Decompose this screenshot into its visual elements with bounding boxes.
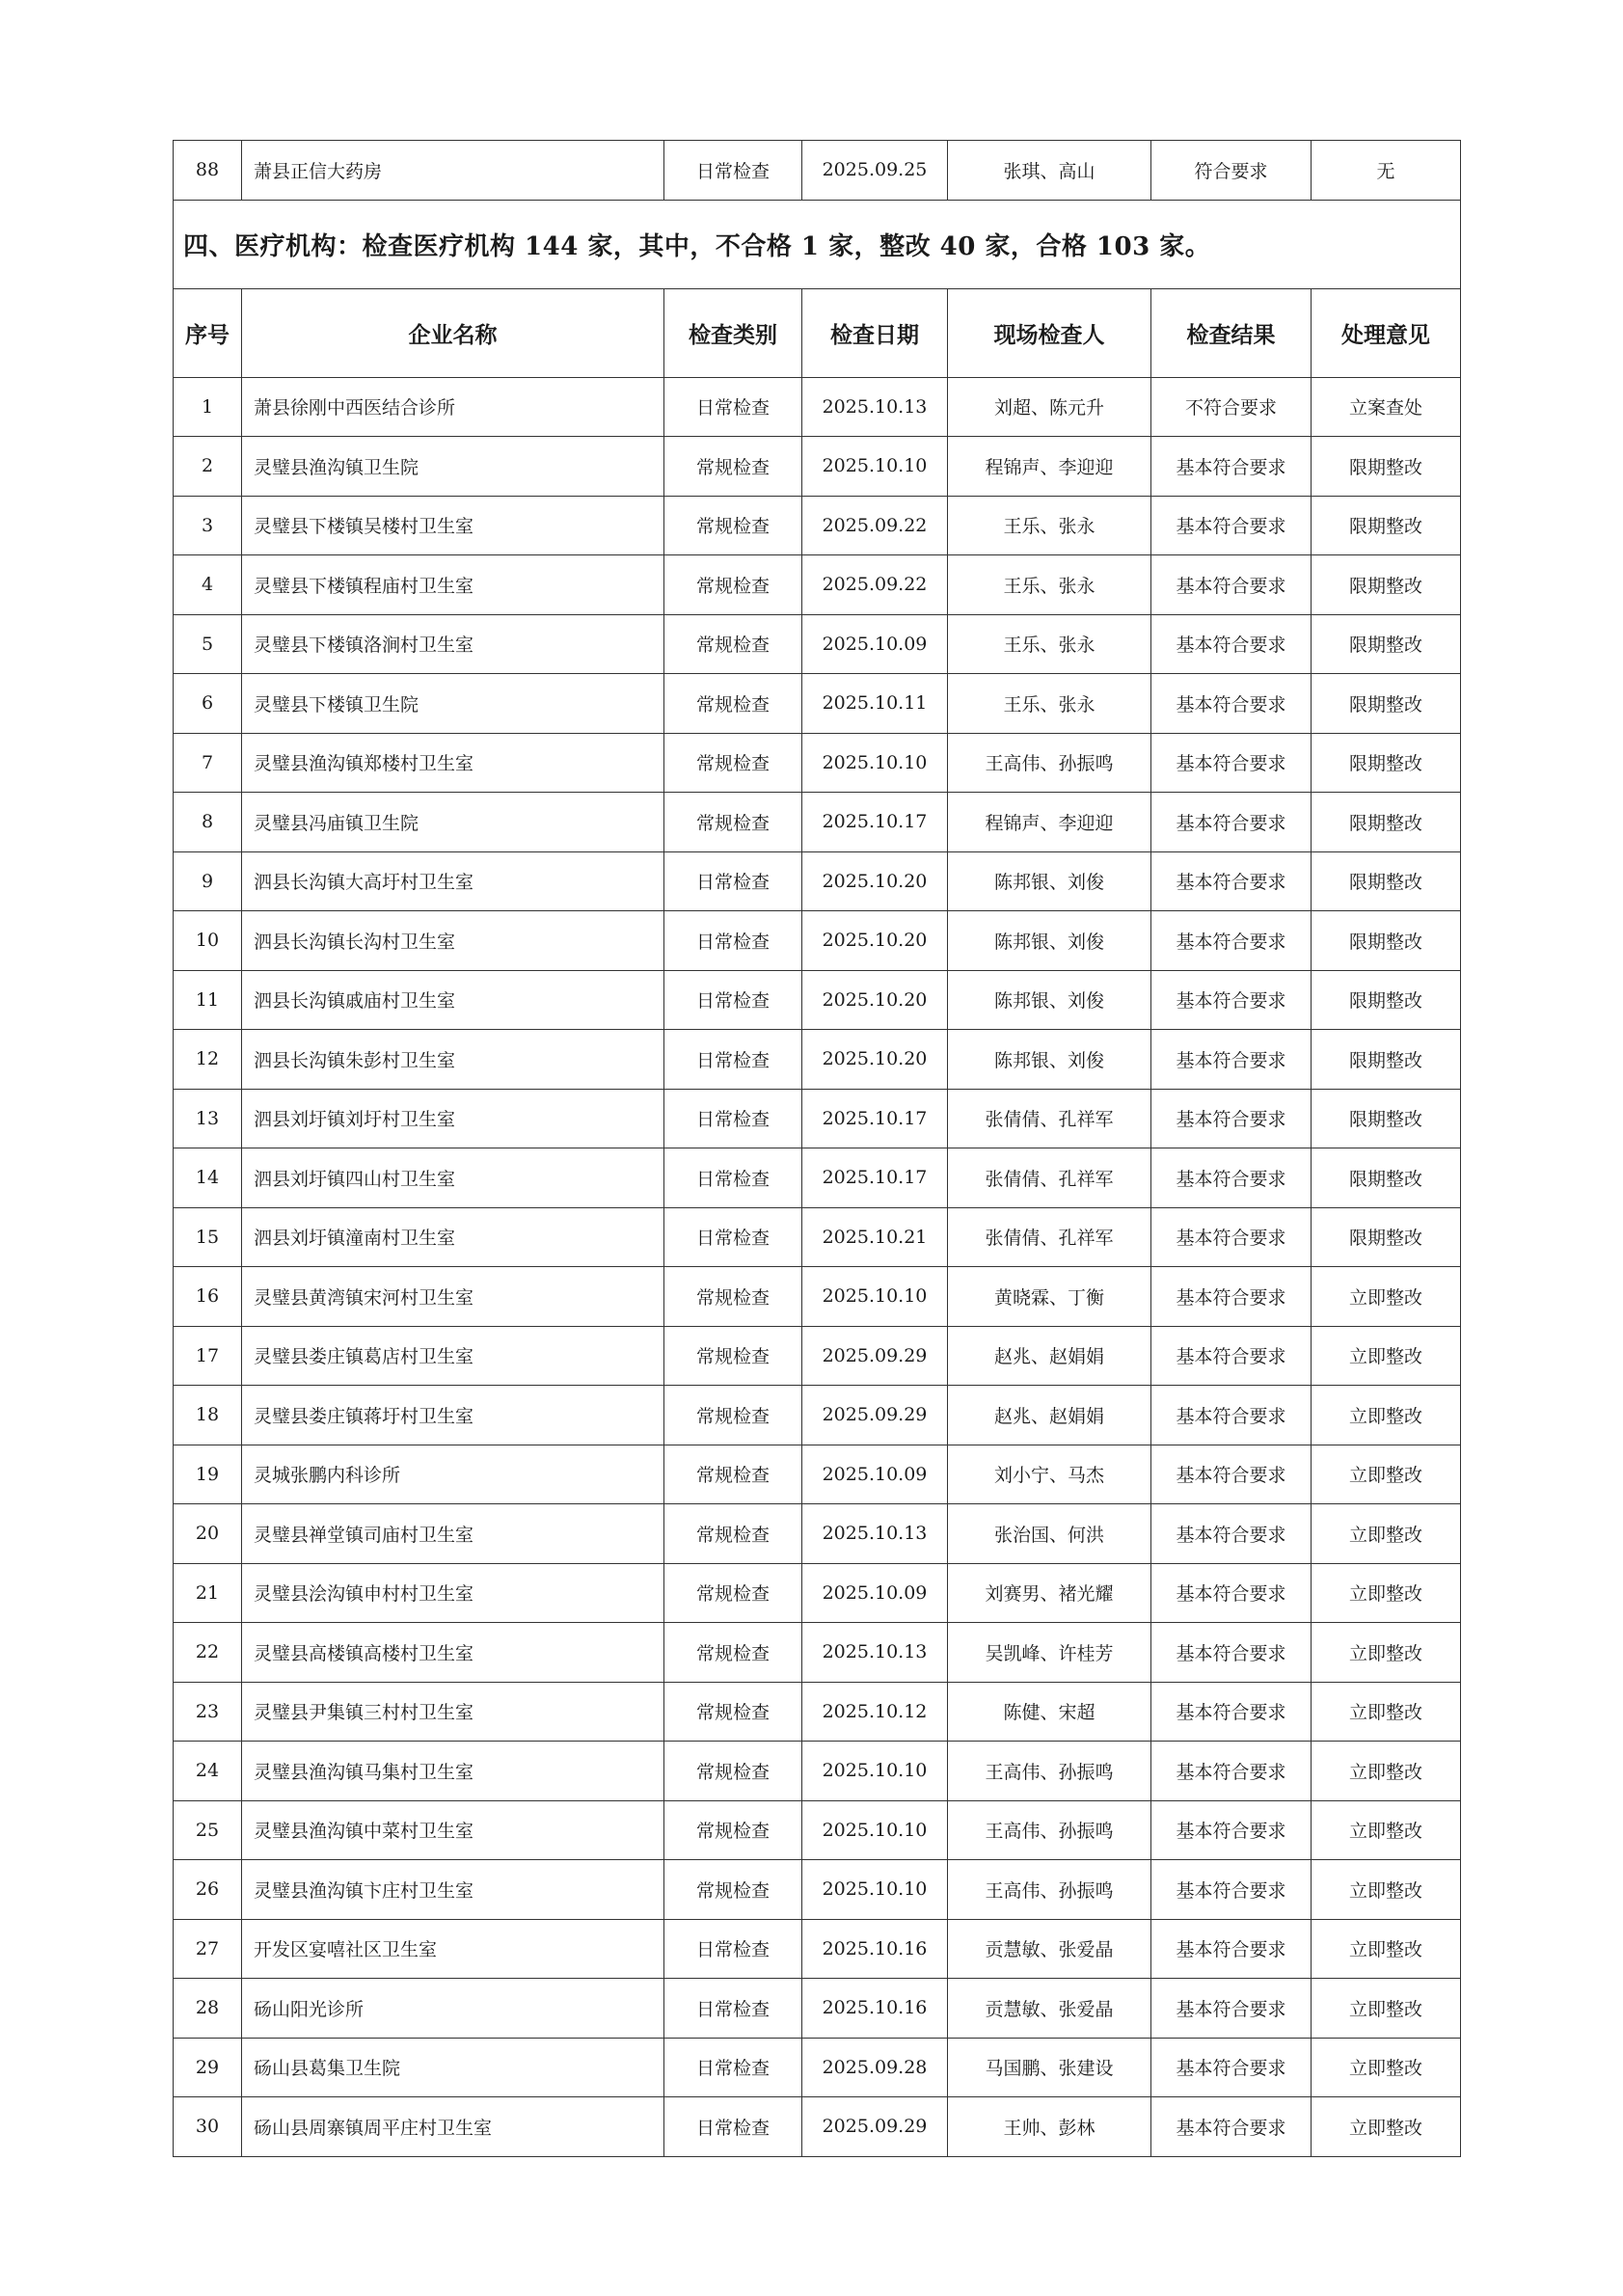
cell-date: 2025.10.13	[802, 377, 948, 437]
cell-inspector: 赵兆、赵娟娟	[948, 1386, 1151, 1445]
table-row	[174, 1563, 1461, 1623]
cell-result: 基本符合要求	[1151, 1623, 1312, 1683]
cell-action: 限期整改	[1312, 1089, 1461, 1148]
cell-inspector: 王帅、彭林	[948, 2097, 1151, 2157]
cell-inspector: 程锦声、李迎迎	[948, 793, 1151, 852]
cell-inspector: 陈邦银、刘俊	[948, 911, 1151, 971]
cell-result: 基本符合要求	[1151, 1742, 1312, 1801]
cell-action: 立即整改	[1312, 1445, 1461, 1504]
cell-no: 9	[174, 851, 242, 911]
cell-result: 基本符合要求	[1151, 793, 1312, 852]
cell-action: 限期整改	[1312, 851, 1461, 911]
header-type: 检查类别	[664, 288, 802, 377]
cell-no: 88	[174, 141, 242, 201]
cell-inspector: 张琪、高山	[948, 141, 1151, 201]
cell-date: 2025.09.29	[802, 1326, 948, 1386]
cell-no: 14	[174, 1148, 242, 1208]
cell-name: 灵璧县下楼镇程庙村卫生室	[242, 555, 664, 615]
cell-date: 2025.10.12	[802, 1682, 948, 1742]
cell-type: 日常检查	[664, 1919, 802, 1979]
table-row	[174, 733, 1461, 793]
cell-action: 立即整改	[1312, 1742, 1461, 1801]
cell-type: 常规检查	[664, 674, 802, 734]
cell-result: 基本符合要求	[1151, 1919, 1312, 1979]
cell-name: 泗县刘圩镇潼南村卫生室	[242, 1207, 664, 1267]
cell-name: 砀山县周寨镇周平庄村卫生室	[242, 2097, 664, 2157]
cell-type: 日常检查	[664, 1089, 802, 1148]
cell-date: 2025.10.20	[802, 851, 948, 911]
cell-result: 基本符合要求	[1151, 1207, 1312, 1267]
cell-inspector: 马国鹏、张建设	[948, 2038, 1151, 2097]
cell-type: 常规检查	[664, 437, 802, 497]
cell-no: 26	[174, 1860, 242, 1920]
cell-name: 灵璧县娄庄镇葛店村卫生室	[242, 1326, 664, 1386]
cell-result: 基本符合要求	[1151, 674, 1312, 734]
cell-action: 立即整改	[1312, 1979, 1461, 2039]
cell-inspector: 陈健、宋超	[948, 1682, 1151, 1742]
cell-date: 2025.10.11	[802, 674, 948, 734]
cell-inspector: 王乐、张永	[948, 614, 1151, 674]
cell-result: 基本符合要求	[1151, 1682, 1312, 1742]
cell-result: 基本符合要求	[1151, 496, 1312, 555]
inspection-table	[173, 140, 1461, 2157]
cell-type: 常规检查	[664, 1860, 802, 1920]
cell-date: 2025.09.22	[802, 555, 948, 615]
cell-result: 基本符合要求	[1151, 2038, 1312, 2097]
cell-no: 24	[174, 1742, 242, 1801]
cell-result: 基本符合要求	[1151, 437, 1312, 497]
cell-name: 灵璧县渔沟镇卞庄村卫生室	[242, 1860, 664, 1920]
header-name: 企业名称	[242, 288, 664, 377]
table-row	[174, 911, 1461, 971]
cell-no: 30	[174, 2097, 242, 2157]
cell-name: 泗县长沟镇大高圩村卫生室	[242, 851, 664, 911]
cell-name: 灵璧县下楼镇卫生院	[242, 674, 664, 734]
cell-action: 限期整改	[1312, 674, 1461, 734]
cell-type: 常规检查	[664, 1563, 802, 1623]
table-row	[174, 1207, 1461, 1267]
cell-name: 灵璧县渔沟镇中菜村卫生室	[242, 1800, 664, 1860]
cell-date: 2025.10.09	[802, 1445, 948, 1504]
cell-type: 日常检查	[664, 1979, 802, 2039]
cell-result: 基本符合要求	[1151, 614, 1312, 674]
cell-result: 基本符合要求	[1151, 2097, 1312, 2157]
cell-name: 砀山县葛集卫生院	[242, 2038, 664, 2097]
cell-no: 16	[174, 1267, 242, 1327]
cell-result: 基本符合要求	[1151, 1563, 1312, 1623]
cell-type: 常规检查	[664, 793, 802, 852]
cell-no: 6	[174, 674, 242, 734]
cell-name: 泗县刘圩镇四山村卫生室	[242, 1148, 664, 1208]
cell-date: 2025.10.09	[802, 1563, 948, 1623]
table-row	[174, 1860, 1461, 1920]
cell-name: 砀山阳光诊所	[242, 1979, 664, 2039]
cell-result: 不符合要求	[1151, 377, 1312, 437]
cell-type: 常规检查	[664, 733, 802, 793]
cell-name: 萧县徐刚中西医结合诊所	[242, 377, 664, 437]
table-row	[174, 2097, 1461, 2157]
cell-name: 灵璧县娄庄镇蒋圩村卫生室	[242, 1386, 664, 1445]
table-row	[174, 970, 1461, 1030]
cell-inspector: 刘赛男、褚光耀	[948, 1563, 1151, 1623]
table-header-row	[174, 288, 1461, 377]
cell-type: 常规检查	[664, 496, 802, 555]
header-date: 检查日期	[802, 288, 948, 377]
cell-name: 灵璧县下楼镇洛涧村卫生室	[242, 614, 664, 674]
cell-action: 立即整改	[1312, 1267, 1461, 1327]
cell-name: 灵璧县尹集镇三村村卫生室	[242, 1682, 664, 1742]
cell-no: 2	[174, 437, 242, 497]
cell-type: 常规检查	[664, 614, 802, 674]
cell-type: 日常检查	[664, 2038, 802, 2097]
cell-action: 立即整改	[1312, 1682, 1461, 1742]
table-row	[174, 1504, 1461, 1564]
cell-result: 基本符合要求	[1151, 1030, 1312, 1090]
cell-action: 限期整改	[1312, 970, 1461, 1030]
cell-inspector: 张倩倩、孔祥军	[948, 1089, 1151, 1148]
cell-result: 基本符合要求	[1151, 1267, 1312, 1327]
cell-no: 3	[174, 496, 242, 555]
cell-date: 2025.10.20	[802, 970, 948, 1030]
cell-action: 立即整改	[1312, 1386, 1461, 1445]
cell-result: 基本符合要求	[1151, 1445, 1312, 1504]
cell-name: 开发区宴嘻社区卫生室	[242, 1919, 664, 1979]
cell-result: 基本符合要求	[1151, 1148, 1312, 1208]
cell-action: 立即整改	[1312, 1919, 1461, 1979]
cell-inspector: 张倩倩、孔祥军	[948, 1207, 1151, 1267]
cell-action: 限期整改	[1312, 793, 1461, 852]
cell-result: 基本符合要求	[1151, 1979, 1312, 2039]
cell-date: 2025.10.10	[802, 1267, 948, 1327]
cell-action: 限期整改	[1312, 1030, 1461, 1090]
cell-name: 泗县长沟镇长沟村卫生室	[242, 911, 664, 971]
header-inspector: 现场检查人	[948, 288, 1151, 377]
cell-date: 2025.10.10	[802, 1860, 948, 1920]
cell-inspector: 王高伟、孙振鸣	[948, 1860, 1151, 1920]
table-row	[174, 1682, 1461, 1742]
cell-no: 21	[174, 1563, 242, 1623]
cell-action: 限期整改	[1312, 496, 1461, 555]
cell-name: 灵璧县浍沟镇申村村卫生室	[242, 1563, 664, 1623]
table-row	[174, 1623, 1461, 1683]
cell-no: 10	[174, 911, 242, 971]
table-row	[174, 1979, 1461, 2039]
cell-action: 立即整改	[1312, 1504, 1461, 1564]
cell-inspector: 贡慧敏、张爱晶	[948, 1919, 1151, 1979]
cell-action: 限期整改	[1312, 911, 1461, 971]
cell-no: 28	[174, 1979, 242, 2039]
cell-type: 日常检查	[664, 1030, 802, 1090]
cell-inspector: 张倩倩、孔祥军	[948, 1148, 1151, 1208]
cell-inspector: 刘小宁、马杰	[948, 1445, 1151, 1504]
cell-date: 2025.10.13	[802, 1504, 948, 1564]
cell-result: 基本符合要求	[1151, 1089, 1312, 1148]
table-row	[174, 1800, 1461, 1860]
cell-action: 限期整改	[1312, 614, 1461, 674]
cell-type: 常规检查	[664, 1682, 802, 1742]
table-row	[174, 555, 1461, 615]
cell-no: 23	[174, 1682, 242, 1742]
cell-no: 5	[174, 614, 242, 674]
cell-inspector: 黄晓霖、丁衡	[948, 1267, 1151, 1327]
table-row	[174, 1089, 1461, 1148]
cell-date: 2025.10.10	[802, 437, 948, 497]
cell-action: 立即整改	[1312, 1623, 1461, 1683]
cell-type: 常规检查	[664, 1386, 802, 1445]
cell-name: 泗县长沟镇戚庙村卫生室	[242, 970, 664, 1030]
cell-inspector: 程锦声、李迎迎	[948, 437, 1151, 497]
cell-date: 2025.10.16	[802, 1919, 948, 1979]
cell-date: 2025.10.10	[802, 1742, 948, 1801]
cell-no: 22	[174, 1623, 242, 1683]
cell-name: 泗县刘圩镇刘圩村卫生室	[242, 1089, 664, 1148]
cell-name: 灵璧县黄湾镇宋河村卫生室	[242, 1267, 664, 1327]
cell-name: 灵璧县冯庙镇卫生院	[242, 793, 664, 852]
cell-inspector: 陈邦银、刘俊	[948, 1030, 1151, 1090]
cell-no: 18	[174, 1386, 242, 1445]
cell-date: 2025.10.17	[802, 793, 948, 852]
cell-inspector: 王乐、张永	[948, 674, 1151, 734]
cell-date: 2025.10.10	[802, 733, 948, 793]
cell-action: 限期整改	[1312, 437, 1461, 497]
cell-result: 基本符合要求	[1151, 733, 1312, 793]
cell-action: 限期整改	[1312, 733, 1461, 793]
cell-date: 2025.10.21	[802, 1207, 948, 1267]
cell-name: 灵璧县下楼镇吴楼村卫生室	[242, 496, 664, 555]
cell-name: 泗县长沟镇朱彭村卫生室	[242, 1030, 664, 1090]
cell-no: 29	[174, 2038, 242, 2097]
table-row	[174, 496, 1461, 555]
cell-result: 基本符合要求	[1151, 555, 1312, 615]
cell-inspector: 陈邦银、刘俊	[948, 970, 1151, 1030]
cell-inspector: 王乐、张永	[948, 496, 1151, 555]
cell-type: 日常检查	[664, 911, 802, 971]
cell-inspector: 王高伟、孙振鸣	[948, 733, 1151, 793]
cell-action: 立即整改	[1312, 1326, 1461, 1386]
cell-name: 灵城张鹏内科诊所	[242, 1445, 664, 1504]
cell-inspector: 刘超、陈元升	[948, 377, 1151, 437]
cell-no: 27	[174, 1919, 242, 1979]
cell-name: 灵璧县渔沟镇马集村卫生室	[242, 1742, 664, 1801]
cell-name: 灵璧县渔沟镇郑楼村卫生室	[242, 733, 664, 793]
cell-no: 17	[174, 1326, 242, 1386]
cell-name: 灵璧县禅堂镇司庙村卫生室	[242, 1504, 664, 1564]
cell-result: 基本符合要求	[1151, 1386, 1312, 1445]
cell-date: 2025.09.22	[802, 496, 948, 555]
cell-action: 立即整改	[1312, 1563, 1461, 1623]
cell-action: 立即整改	[1312, 1860, 1461, 1920]
header-no: 序号	[174, 288, 242, 377]
table-row	[174, 141, 1461, 201]
cell-no: 13	[174, 1089, 242, 1148]
cell-no: 8	[174, 793, 242, 852]
cell-type: 常规检查	[664, 1623, 802, 1683]
table-row	[174, 437, 1461, 497]
cell-type: 日常检查	[664, 2097, 802, 2157]
header-result: 检查结果	[1151, 288, 1312, 377]
cell-result: 基本符合要求	[1151, 1800, 1312, 1860]
cell-no: 15	[174, 1207, 242, 1267]
cell-inspector: 王高伟、孙振鸣	[948, 1742, 1151, 1801]
table-row	[174, 2038, 1461, 2097]
cell-result: 符合要求	[1151, 141, 1312, 201]
cell-name: 萧县正信大药房	[242, 141, 664, 201]
cell-result: 基本符合要求	[1151, 911, 1312, 971]
cell-date: 2025.10.20	[802, 911, 948, 971]
cell-no: 12	[174, 1030, 242, 1090]
cell-date: 2025.10.16	[802, 1979, 948, 2039]
table-row	[174, 1919, 1461, 1979]
cell-date: 2025.09.25	[802, 141, 948, 201]
cell-type: 日常检查	[664, 141, 802, 201]
cell-type: 常规检查	[664, 1445, 802, 1504]
cell-inspector: 吴凯峰、许桂芳	[948, 1623, 1151, 1683]
cell-type: 常规检查	[664, 1326, 802, 1386]
cell-inspector: 陈邦银、刘俊	[948, 851, 1151, 911]
cell-name: 灵璧县高楼镇高楼村卫生室	[242, 1623, 664, 1683]
table-row	[174, 793, 1461, 852]
table-row	[174, 1148, 1461, 1208]
cell-type: 常规检查	[664, 1800, 802, 1860]
table-row	[174, 1326, 1461, 1386]
cell-date: 2025.09.28	[802, 2038, 948, 2097]
cell-result: 基本符合要求	[1151, 1504, 1312, 1564]
table-row	[174, 1030, 1461, 1090]
section-title: 四、医疗机构：检查医疗机构 144 家，其中，不合格 1 家，整改 40 家，合格 103 家。	[174, 200, 1461, 288]
cell-action: 限期整改	[1312, 1148, 1461, 1208]
header-action: 处理意见	[1312, 288, 1461, 377]
cell-action: 立即整改	[1312, 2038, 1461, 2097]
cell-no: 19	[174, 1445, 242, 1504]
cell-date: 2025.09.29	[802, 1386, 948, 1445]
cell-no: 11	[174, 970, 242, 1030]
table-row	[174, 851, 1461, 911]
cell-date: 2025.10.13	[802, 1623, 948, 1683]
cell-type: 日常检查	[664, 970, 802, 1030]
cell-type: 日常检查	[664, 377, 802, 437]
cell-no: 4	[174, 555, 242, 615]
cell-inspector: 张治国、何洪	[948, 1504, 1151, 1564]
cell-inspector: 赵兆、赵娟娟	[948, 1326, 1151, 1386]
cell-type: 常规检查	[664, 1742, 802, 1801]
cell-type: 日常检查	[664, 1148, 802, 1208]
cell-action: 无	[1312, 141, 1461, 201]
table-row	[174, 1445, 1461, 1504]
cell-result: 基本符合要求	[1151, 851, 1312, 911]
cell-action: 立即整改	[1312, 1800, 1461, 1860]
cell-date: 2025.09.29	[802, 2097, 948, 2157]
cell-inspector: 王高伟、孙振鸣	[948, 1800, 1151, 1860]
cell-date: 2025.10.17	[802, 1148, 948, 1208]
cell-date: 2025.10.20	[802, 1030, 948, 1090]
cell-no: 20	[174, 1504, 242, 1564]
cell-result: 基本符合要求	[1151, 1860, 1312, 1920]
cell-type: 常规检查	[664, 1267, 802, 1327]
cell-inspector: 王乐、张永	[948, 555, 1151, 615]
cell-type: 日常检查	[664, 1207, 802, 1267]
table-row	[174, 674, 1461, 734]
cell-date: 2025.10.17	[802, 1089, 948, 1148]
table-row	[174, 614, 1461, 674]
table-row	[174, 1267, 1461, 1327]
cell-result: 基本符合要求	[1151, 1326, 1312, 1386]
cell-date: 2025.10.09	[802, 614, 948, 674]
cell-date: 2025.10.10	[802, 1800, 948, 1860]
cell-action: 立案查处	[1312, 377, 1461, 437]
cell-no: 7	[174, 733, 242, 793]
cell-type: 常规检查	[664, 1504, 802, 1564]
cell-type: 日常检查	[664, 851, 802, 911]
cell-action: 立即整改	[1312, 2097, 1461, 2157]
table-row	[174, 1386, 1461, 1445]
cell-inspector: 贡慧敏、张爱晶	[948, 1979, 1151, 2039]
table-row	[174, 377, 1461, 437]
cell-action: 限期整改	[1312, 555, 1461, 615]
cell-result: 基本符合要求	[1151, 970, 1312, 1030]
cell-no: 1	[174, 377, 242, 437]
section-heading-row	[174, 200, 1461, 288]
table-row	[174, 1742, 1461, 1801]
cell-action: 限期整改	[1312, 1207, 1461, 1267]
cell-no: 25	[174, 1800, 242, 1860]
cell-name: 灵璧县渔沟镇卫生院	[242, 437, 664, 497]
cell-type: 常规检查	[664, 555, 802, 615]
